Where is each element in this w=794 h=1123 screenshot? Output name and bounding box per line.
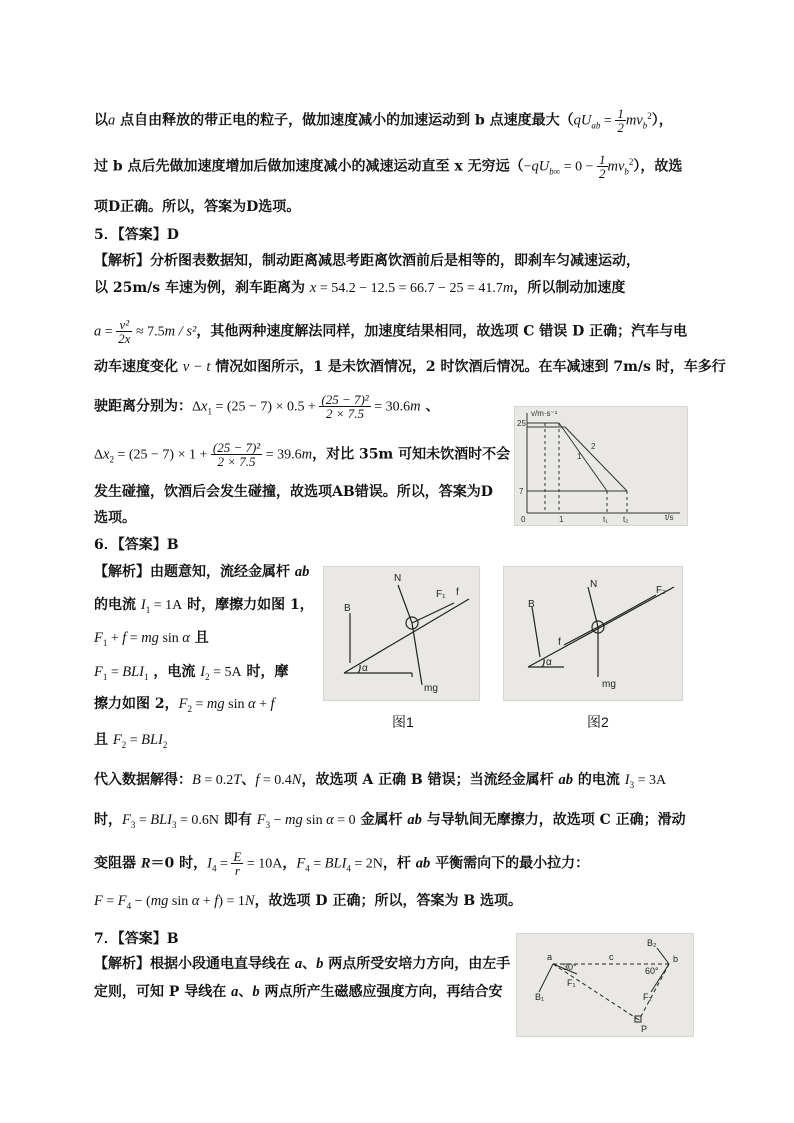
svg-text:α: α: [546, 657, 552, 668]
text-line: $F_1 = BLI_1$ ，电流 $I_2 = 5A$ 时，摩: [94, 664, 289, 682]
answer-heading: 5．【答案】D: [94, 227, 179, 243]
question-7-sketch: [517, 934, 693, 1036]
vt-y-label: v/m·s⁻¹: [531, 409, 558, 418]
text-line: 【解析】根据小段通电直导线在 a、b 两点所受安培力方向，由左手: [94, 956, 511, 972]
text-line: 擦力如图 2，$F_2$ = mg sin α + f: [94, 696, 275, 714]
svg-text:B: B: [528, 599, 535, 610]
svg-text:f: f: [456, 587, 459, 598]
svg-text:c: c: [609, 952, 614, 962]
svg-text:F₁: F₁: [436, 589, 446, 600]
text-line: 以 25m/s 车速为例，刹车距离为 x = 54.2 − 12.5 = 66.7 − 25 = 41.7m，所以制动加速度: [94, 280, 626, 296]
svg-text:25: 25: [517, 419, 526, 428]
svg-text:P: P: [641, 1024, 648, 1034]
svg-text:t₂: t₂: [623, 515, 629, 524]
svg-text:t₁: t₁: [603, 515, 608, 524]
text-line: 选项。: [94, 510, 136, 526]
svg-text:1: 1: [559, 515, 564, 524]
text-line: 动车速度变化 v − t 情况如图所示，1 是未饮酒情况，2 时饮酒后情况。在车减速到 7m/s 时，车多行: [94, 359, 726, 375]
svg-text:f: f: [558, 637, 561, 648]
text-line: 【解析】分析图表数据知，制动距离减思考距离饮酒前后是相等的，即刹车匀减速运动，: [94, 253, 640, 269]
answer-heading: 7．【答案】B: [94, 931, 179, 947]
svg-text:α: α: [362, 663, 368, 674]
text-line: 且 $F_2 = BLI_2$: [94, 732, 168, 750]
svg-text:b: b: [673, 954, 679, 964]
text-line: 驶距离分别为：$\Delta x_1 = (25 - 7) \times 0.5$ + $\frac{\text{(25 − 7)²}}{2 \times 7.5}$ = 30.6m 、: [94, 392, 440, 421]
svg-text:t/s: t/s: [665, 513, 674, 522]
figure-2-caption: 图2: [587, 714, 609, 730]
svg-text:B₁: B₁: [535, 992, 545, 1002]
text-line: 定则，可知 P 导线在 a、b 两点所产生磁感应强度方向，再结合安: [94, 984, 503, 1000]
figure-1-photo: [323, 566, 480, 701]
question-7-photo: [516, 933, 694, 1037]
svg-text:30°: 30°: [563, 962, 577, 972]
text-line: a = $\frac{\text{v²}}{2x}$ ≈ 7.5m / s²，其他两种速度解法同样，加速度结果相同，故选项 C 错误 D 正确；汽车与电: [94, 317, 688, 346]
svg-text:a: a: [547, 952, 553, 962]
text-line: $\Delta x_2 = (25 - 7) \times 1$ + $\frac{\text{(25 − 7)²}}{2 \times 7.5}$ = 39.6m，对比 35m 可知未饮酒时不会: [94, 440, 511, 469]
text-line: 时，$F_3 = BLI_3 = 0.6N$ 即有 $F_3$ − mg sin α = 0 金属杆 ab 与导轨间无摩擦力，故选项 C 正确；滑动: [94, 812, 686, 830]
figure-1-caption: 图1: [392, 714, 414, 730]
svg-text:N: N: [590, 579, 598, 590]
figure-1-sketch: [324, 567, 479, 700]
text-line: 的电流 $I_1 = 1A$ 时，摩擦力如图 1，: [94, 597, 314, 615]
svg-text:F₂: F₂: [643, 992, 652, 1002]
text-line: 代入数据解得：B = 0.2T、f = 0.4N，故选项 A 正确 B 错误；当流经金属杆 ab 的电流 $I_3 = 3A$: [94, 772, 667, 790]
svg-text:1: 1: [577, 452, 582, 461]
text-line: 项D正确。所以，答案为D选项。: [94, 199, 301, 215]
svg-text:7: 7: [519, 487, 524, 496]
svg-text:N: N: [394, 573, 402, 584]
svg-text:F₁: F₁: [567, 978, 576, 988]
svg-text:B₂: B₂: [647, 938, 657, 948]
text-line: 变阻器 R＝0 时，$I_4$ = $\frac{E}{r}$ = 10A，$F_4 = BLI_4 = 2N$，杆 ab 平衡需向下的最小拉力：: [94, 849, 590, 878]
vt-graph-photo: [514, 406, 688, 526]
text-line: $F = F_4 - (mg$ sin α + f) = 1N，故选项 D 正确；所以，答案为 B 选项。: [94, 893, 523, 911]
figure-2-photo: [503, 566, 683, 701]
svg-text:0: 0: [521, 515, 526, 524]
svg-text:2: 2: [591, 442, 596, 451]
svg-text:B: B: [344, 603, 351, 614]
text-line: $F_1 + f$ = mg sin α 且: [94, 630, 209, 648]
svg-text:mg: mg: [424, 683, 438, 694]
text-line: 【解析】由题意知，流经金属杆 ab: [94, 564, 310, 580]
vt-graph-sketch: [515, 407, 687, 525]
answer-heading: 6．【答案】B: [94, 537, 179, 553]
svg-text:60°: 60°: [645, 966, 659, 976]
svg-text:mg: mg: [602, 679, 616, 690]
text-line: 以a 点自由释放的带正电的粒子，做加速度减小的加速运动到 b 点速度最大（$qU_{ab}$ = $\frac{1}{2}$ $mv_b^2$），: [94, 106, 673, 136]
text-line: 发生碰撞，饮酒后会发生碰撞，故选项AB错误。所以，答案为D: [94, 484, 493, 500]
figure-2-sketch: [504, 567, 682, 700]
svg-text:F₂: F₂: [656, 585, 666, 596]
text-line: 过 b 点后先做加速度增加后做加速度减小的减速运动直至 x 无穷远（$-qU_{b\infty} = 0$ − $\frac{1}{2}$ $mv_b^2$），故选: [94, 152, 683, 182]
